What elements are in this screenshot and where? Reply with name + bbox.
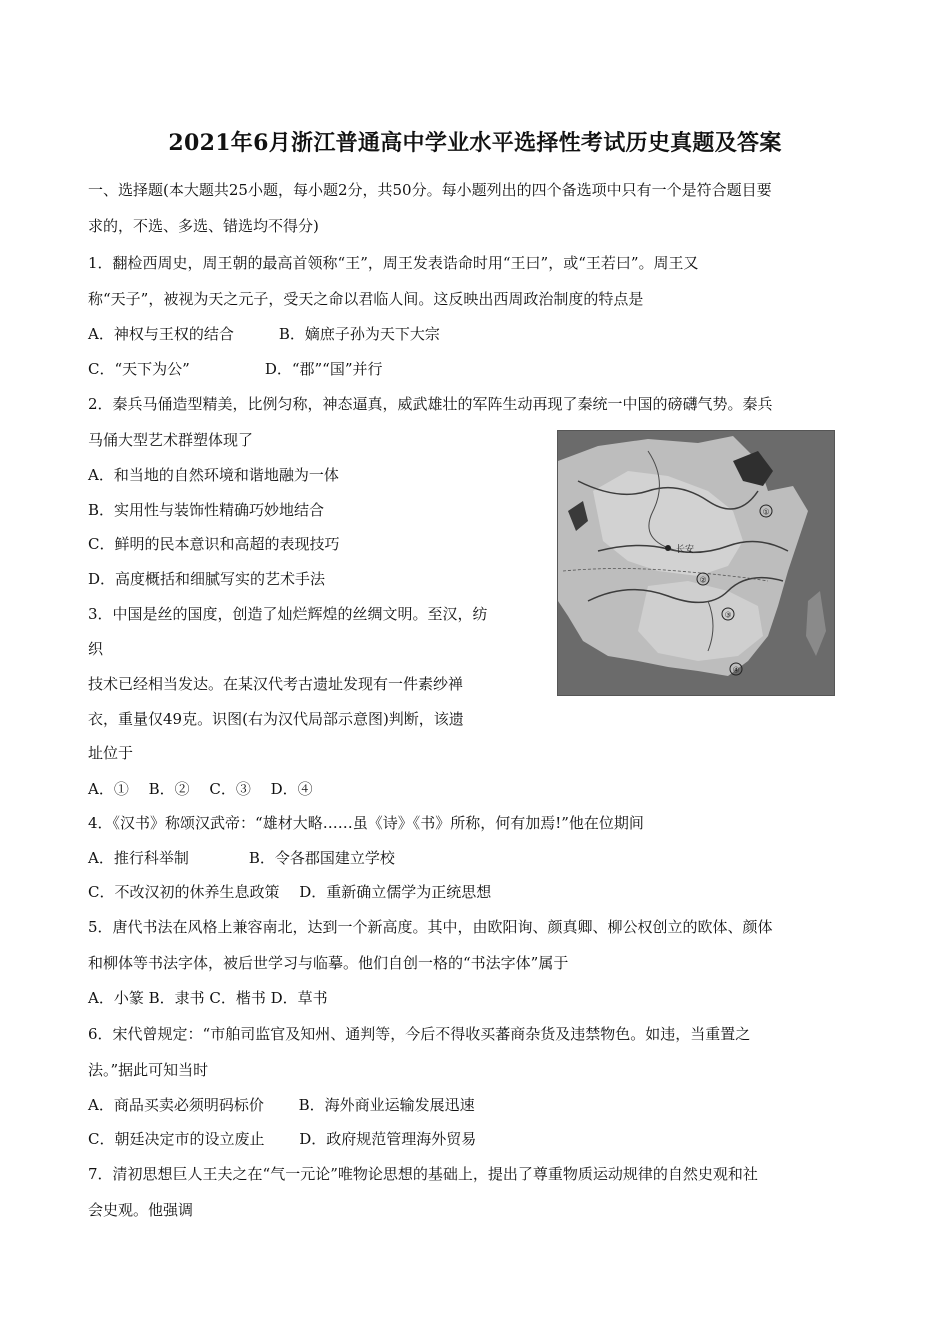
q5-stem-line-1: 5．唐代书法在风格上兼容南北，达到一个新高度。其中，由欧阳询、颜真卿、柳公权创立的欧体、颜体: [88, 918, 773, 936]
q2-option-b: B．实用性与装饰性精确巧妙地结合: [88, 501, 325, 519]
section-intro-line-1: 一、选择题(本大题共25小题，每小题2分，共50分。每小题列出的四个备选项中只有一个是符合题目要: [88, 181, 772, 199]
q4-stem: 4．《汉书》称颂汉武帝：“雄材大略……虽《诗》《书》所称，何有加焉!”他在位期间: [88, 814, 644, 832]
q1-option-line-2: C．“天下为公” D．“郡”“国”并行: [88, 360, 383, 378]
q1-option-line-1: A．神权与王权的结合 B．嫡庶子孙为天下大宗: [88, 325, 440, 343]
q2-option-c: C．鲜明的民本意识和高超的表现技巧: [88, 535, 340, 553]
map-marker-1: ①: [762, 507, 770, 517]
q6-option-line-2: C．朝廷决定市的设立废止 D．政府规范管理海外贸易: [88, 1130, 477, 1148]
q6-stem-line-2: 法。”据此可知当时: [88, 1061, 209, 1079]
map-marker-2: ②: [699, 575, 707, 585]
q7-stem-line-2: 会史观。他强调: [88, 1201, 194, 1219]
q2-option-a: A．和当地的自然环境和谐地融为一体: [88, 466, 339, 484]
q1-stem-line-1: 1．翻检西周史，周王朝的最高首领称“王”，周王发表诰命时用“王曰”，或“王若曰”。周王又: [88, 254, 699, 272]
section-intro-line-2: 求的，不选、多选、错选均不得分): [88, 217, 319, 235]
q4-option-line-1: A．推行科举制 B．令各郡国建立学校: [88, 849, 395, 867]
q2-stem-line-2: 马俑大型艺术群塑体现了: [88, 431, 254, 449]
q6-stem-line-1: 6．宋代曾规定：“市舶司监官及知州、通判等，今后不得收买蕃商杂货及违禁物色。如违，当重置之: [88, 1025, 751, 1043]
q6-option-line-1: A．商品买卖必须明码标价 B．海外商业运输发展迅速: [88, 1096, 475, 1114]
map-marker-4: ④: [732, 665, 740, 675]
q4-option-line-2: C．不改汉初的休养生息政策 D．重新确立儒学为正统思想: [88, 883, 492, 901]
q1-stem-line-2: 称“天子”，被视为天之元子，受天之命以君临人间。这反映出西周政治制度的特点是: [88, 290, 644, 308]
q2-option-d: D．高度概括和细腻写实的艺术手法: [88, 570, 326, 588]
q2-stem-line-1: 2．秦兵马俑造型精美，比例匀称，神态逼真，威武雄壮的军阵生动再现了秦统一中国的磅礴气势。秦兵: [88, 395, 773, 413]
han-dynasty-map: [557, 430, 835, 696]
q3-stem-line-4: 衣，重量仅49克。识图(右为汉代局部示意图)判断，该遗: [88, 710, 464, 728]
map-city-label: 长安: [676, 545, 695, 555]
q3-options: A．① B．② C．③ D．④: [88, 780, 313, 798]
map-marker-3: ③: [724, 610, 732, 620]
q5-options: A．小篆 B．隶书 C．楷书 D．草书: [88, 989, 328, 1007]
q7-stem-line-1: 7．清初思想巨人王夫之在“气一元论”唯物论思想的基础上，提出了尊重物质运动规律的自然史观和社: [88, 1165, 758, 1183]
q3-stem-line-2: 织: [88, 640, 104, 658]
q5-stem-line-2: 和柳体等书法字体，被后世学习与临摹。他们自创一格的“书法字体”属于: [88, 954, 569, 972]
q3-stem-line-3: 技术已经相当发达。在某汉代考古遗址发现有一件素纱禅: [88, 675, 464, 693]
q3-stem-line-5: 址位于: [88, 744, 134, 762]
q3-stem-line-1: 3．中国是丝的国度，创造了灿烂辉煌的丝绸文明。至汉，纺: [88, 605, 488, 623]
page-title: 2021年6月浙江普通高中学业水平选择性考试历史真题及答案: [168, 130, 782, 156]
